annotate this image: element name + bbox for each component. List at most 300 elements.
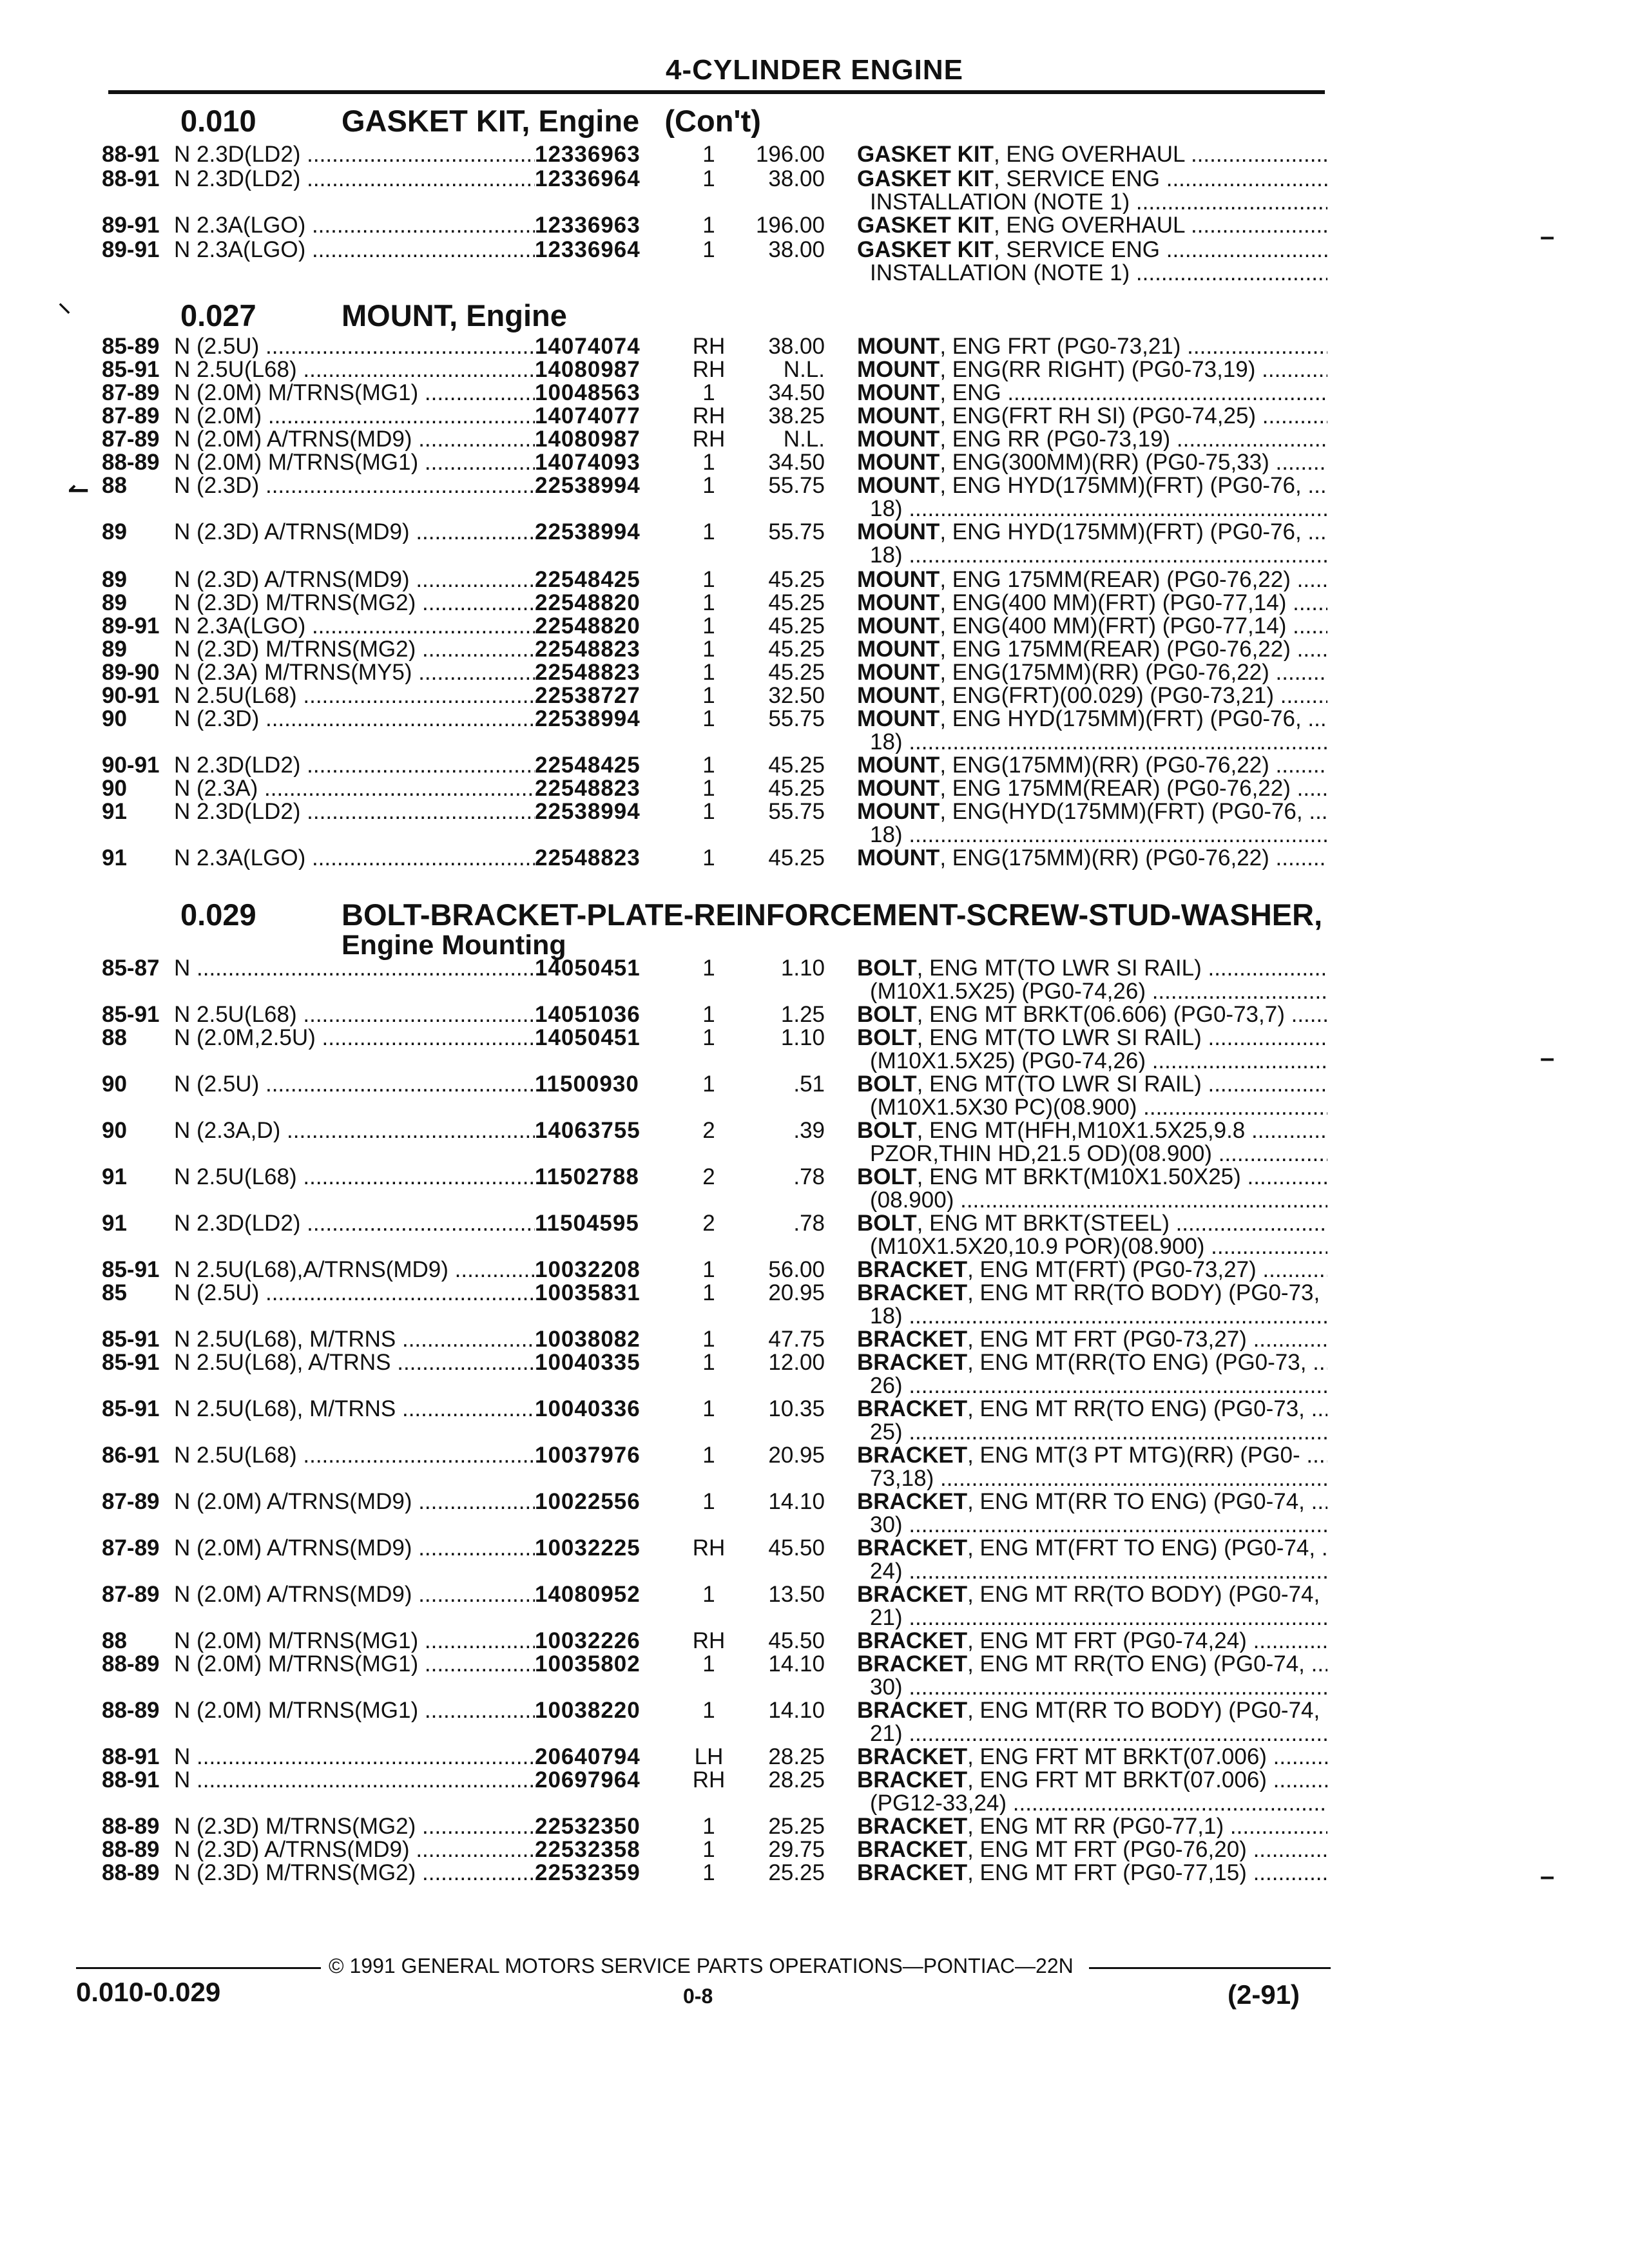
part-number: 22548823 (535, 660, 641, 685)
description-detail: , ENG MT RR(TO BODY) (PG0-73, (967, 1282, 1320, 1305)
application: N 2.3A(LGO) ..... (174, 238, 535, 262)
description (857, 405, 1327, 428)
application: N (2.0M) A/TRNS(MD9) ..... (174, 1537, 535, 1560)
part-number: 14074074 (535, 334, 641, 359)
description-keyword: MOUNT (857, 707, 940, 731)
price: .78 (793, 1211, 825, 1236)
quantity: 1 (702, 213, 715, 238)
description-continuation: INSTALLATION (NOTE 1) ..... (870, 191, 1327, 214)
section-number: 0.027 (180, 298, 256, 332)
description (857, 1328, 1327, 1351)
application: N (2.5U) ..... (174, 1073, 535, 1096)
description (857, 1838, 1327, 1861)
description-keyword: BRACKET (857, 1699, 968, 1722)
description-keyword: MOUNT (857, 847, 940, 870)
model-years: 88-89 (102, 1651, 160, 1677)
description-keyword: BOLT (857, 1119, 917, 1142)
description (857, 168, 1327, 191)
part-number: 14051036 (535, 1002, 641, 1027)
price: 20.95 (768, 1443, 825, 1468)
description-keyword: BRACKET (857, 1537, 968, 1560)
price: 45.25 (768, 845, 825, 870)
part-number: 20640794 (535, 1744, 641, 1769)
model-years: 85 (102, 1280, 127, 1305)
price: 45.25 (768, 613, 825, 639)
quantity: 2 (702, 1211, 715, 1236)
description-detail: , ENG HYD(175MM)(FRT) (PG0-76, (940, 474, 1302, 497)
description (857, 1444, 1327, 1467)
price: 38.00 (768, 166, 825, 191)
model-years: 87-89 (102, 1489, 160, 1514)
description (857, 1699, 1327, 1722)
description-keyword: BOLT (857, 1003, 917, 1026)
description-detail: , ENG MT(HFH,M10X1.5X25,9.8 (916, 1119, 1246, 1142)
description-keyword: BOLT (857, 1026, 917, 1050)
application: N 2.3D(LD2) ..... (174, 143, 535, 166)
model-years: 88-91 (102, 142, 160, 167)
application: N (2.0M) M/TRNS(MG1) ..... (174, 1653, 535, 1676)
quantity: 1 (702, 1280, 715, 1305)
description-keyword: MOUNT (857, 638, 940, 661)
application: N 2.3D(LD2) ..... (174, 754, 535, 777)
quantity: 1 (702, 845, 715, 870)
application: N (2.3D) A/TRNS(MD9) ..... (174, 521, 535, 544)
quantity: 1 (702, 1257, 715, 1282)
application: N (2.0M) A/TRNS(MD9) ..... (174, 1583, 535, 1606)
part-number: 12336964 (535, 237, 641, 262)
description-keyword: MOUNT (857, 684, 940, 707)
part-number: 14050451 (535, 1025, 641, 1050)
price: 45.25 (768, 590, 825, 615)
description-keyword: BRACKET (857, 1653, 968, 1676)
model-years: 90-91 (102, 753, 160, 778)
quantity: 1 (702, 380, 715, 405)
description-detail: , ENG (940, 381, 1001, 405)
quantity: RH (692, 1767, 726, 1792)
description (857, 143, 1327, 166)
description-detail: , ENG MT RR(TO BODY) (PG0-74, (967, 1583, 1320, 1606)
part-number: 14074093 (535, 450, 641, 475)
description-detail: , ENG 175MM(REAR) (PG0-76,22) (940, 568, 1291, 591)
description-keyword: BRACKET (857, 1258, 968, 1282)
price: 12.00 (768, 1350, 825, 1375)
model-years: 87-89 (102, 427, 160, 452)
price: 45.25 (768, 567, 825, 592)
model-years: 88-89 (102, 1837, 160, 1862)
description-continuation: 25) ..... (870, 1421, 1327, 1444)
quantity: RH (692, 403, 726, 428)
description (857, 238, 1327, 262)
description-detail: , ENG 175MM(REAR) (PG0-76,22) (940, 777, 1291, 800)
application: N 2.5U(L68),A/TRNS(MD9) ..... (174, 1258, 535, 1282)
application: N 2.5U(L68) ..... (174, 1003, 535, 1026)
description-keyword: BRACKET (857, 1629, 968, 1653)
description-continuation: 24) ..... (870, 1560, 1327, 1583)
description (857, 638, 1327, 661)
price: 45.50 (768, 1628, 825, 1653)
model-years: 85-91 (102, 1327, 160, 1352)
quantity: 1 (702, 1327, 715, 1352)
model-years: 90-91 (102, 683, 160, 708)
part-number: 14050451 (535, 956, 641, 981)
part-number: 10035831 (535, 1280, 641, 1305)
application: N (2.0M,2.5U) ..... (174, 1026, 535, 1050)
description-keyword: BRACKET (857, 1490, 968, 1514)
description (857, 957, 1327, 980)
price: 34.50 (768, 380, 825, 405)
model-years: 87-89 (102, 403, 160, 428)
description-continuation: 18) ..... (870, 823, 1327, 847)
part-number: 22548425 (535, 753, 641, 778)
model-years: 85-91 (102, 1002, 160, 1027)
price: 1.10 (780, 1025, 825, 1050)
description-detail: , ENG FRT MT BRKT(07.006) (967, 1745, 1267, 1769)
description-detail: , ENG MT RR(TO ENG) (PG0-74, (967, 1653, 1305, 1676)
model-years: 85-91 (102, 1257, 160, 1282)
application: N (2.3D) M/TRNS(MG2) ..... (174, 1815, 535, 1838)
description (857, 335, 1327, 358)
application: N (2.3D) ..... (174, 474, 535, 497)
margin-dash: – (1540, 222, 1555, 251)
description (857, 847, 1327, 870)
description-keyword: BOLT (857, 1166, 917, 1189)
section-number: 0.029 (180, 898, 256, 932)
header-rule (108, 90, 1325, 94)
part-number: 10032225 (535, 1535, 641, 1561)
price: 20.95 (768, 1280, 825, 1305)
application: N 2.3A(LGO) ..... (174, 615, 535, 638)
part-number: 22548823 (535, 637, 641, 662)
description-detail: , SERVICE ENG (993, 168, 1160, 191)
section-title: BOLT-BRACKET-PLATE-REINFORCEMENT-SCREW-STUD-WASHER, (342, 898, 1323, 932)
description (857, 1282, 1327, 1305)
price: 25.25 (768, 1814, 825, 1839)
application: N (2.0M) M/TRNS(MG1) ..... (174, 451, 535, 474)
description-detail: , ENG OVERHAUL (993, 214, 1185, 237)
quantity: RH (692, 357, 726, 382)
price: 56.00 (768, 1257, 825, 1282)
quantity: 1 (702, 776, 715, 801)
application: N 2.5U(L68), M/TRNS ..... (174, 1398, 535, 1421)
model-years: 91 (102, 845, 127, 870)
description (857, 1258, 1327, 1282)
part-number: 10035802 (535, 1651, 641, 1677)
description-detail: , ENG MT BRKT(06.606) (PG0-73,7) (916, 1003, 1285, 1026)
price: N.L. (783, 427, 825, 452)
description-detail: , ENG MT(RR TO ENG) (PG0-74, (967, 1490, 1305, 1514)
footer-copyright: © 1991 GENERAL MOTORS SERVICE PARTS OPERATIONS—PONTIAC—22N (329, 1954, 1074, 1977)
description-detail: , ENG MT(TO LWR SI RAIL) (916, 1073, 1202, 1096)
model-years: 89 (102, 519, 127, 544)
description-keyword: MOUNT (857, 521, 940, 544)
description (857, 1073, 1327, 1096)
description-continuation: 18) ..... (870, 497, 1327, 521)
application: N 2.3D(LD2) ..... (174, 800, 535, 823)
description-detail: , ENG MT FRT (PG0-77,15) (967, 1861, 1247, 1885)
application: N (2.0M) M/TRNS(MG1) ..... (174, 381, 535, 405)
quantity: 1 (702, 1443, 715, 1468)
part-number: 10032208 (535, 1257, 641, 1282)
description-continuation: (PG12-33,24) ..... (870, 1792, 1327, 1815)
part-number: 14080987 (535, 357, 641, 382)
quantity: 1 (702, 1025, 715, 1050)
model-years: 88-89 (102, 1814, 160, 1839)
description (857, 1769, 1327, 1792)
description-detail: , ENG FRT (PG0-73,21) (940, 335, 1181, 358)
part-number: 10040335 (535, 1350, 641, 1375)
model-years: 85-91 (102, 1350, 160, 1375)
model-years: 86-91 (102, 1443, 160, 1468)
description-keyword: BRACKET (857, 1838, 968, 1861)
description-detail: , ENG(175MM)(RR) (PG0-76,22) (940, 754, 1269, 777)
part-number: 10037976 (535, 1443, 641, 1468)
description (857, 754, 1327, 777)
description (857, 707, 1327, 731)
description-continuation: 26) ..... (870, 1374, 1327, 1398)
description-detail: , ENG RR (PG0-73,19) (940, 428, 1171, 451)
quantity: 1 (702, 1582, 715, 1607)
application: N (2.3D) A/TRNS(MD9) ..... (174, 568, 535, 591)
description-keyword: MOUNT (857, 777, 940, 800)
model-years: 90 (102, 1072, 127, 1097)
description (857, 1629, 1327, 1653)
application: N ..... (174, 1769, 535, 1792)
application: N 2.5U(L68) ..... (174, 1166, 535, 1189)
part-number: 22548823 (535, 776, 641, 801)
model-years: 88-91 (102, 1744, 160, 1769)
model-years: 91 (102, 799, 127, 824)
description-keyword: BOLT (857, 1212, 917, 1235)
price: 28.25 (768, 1744, 825, 1769)
price: 196.00 (755, 213, 825, 238)
part-number: 22548425 (535, 567, 641, 592)
quantity: 1 (702, 142, 715, 167)
application: N 2.3A(LGO) ..... (174, 847, 535, 870)
quantity: 1 (702, 1860, 715, 1885)
quantity: 1 (702, 799, 715, 824)
description-keyword: MOUNT (857, 405, 940, 428)
description-detail: , ENG MT(TO LWR SI RAIL) (916, 1026, 1202, 1050)
quantity: 1 (702, 567, 715, 592)
description-detail: , ENG MT(RR(TO ENG) (PG0-73, (967, 1351, 1307, 1374)
part-number: 12336963 (535, 142, 641, 167)
description (857, 800, 1327, 823)
description-detail: , ENG(RR RIGHT) (PG0-73,19) (940, 358, 1256, 381)
quantity: 1 (702, 753, 715, 778)
description (857, 474, 1327, 497)
price: .39 (793, 1118, 825, 1143)
application: N (2.3D) ..... (174, 707, 535, 731)
footer-rule-right (1089, 1967, 1331, 1969)
page-title: 4-CYLINDER ENGINE (666, 54, 963, 86)
part-number: 22538994 (535, 519, 641, 544)
model-years: 87-89 (102, 1535, 160, 1561)
description (857, 1212, 1327, 1235)
description-detail: , ENG(300MM)(RR) (PG0-75,33) (940, 451, 1269, 474)
description-continuation: 18) ..... (870, 731, 1327, 754)
application: N (2.0M) A/TRNS(MD9) ..... (174, 428, 535, 451)
application: N 2.5U(L68) ..... (174, 358, 535, 381)
application: N ..... (174, 1745, 535, 1769)
price: 10.35 (768, 1396, 825, 1421)
model-years: 85-91 (102, 1396, 160, 1421)
description-detail: , ENG(175MM)(RR) (PG0-76,22) (940, 847, 1269, 870)
description-keyword: BRACKET (857, 1745, 968, 1769)
description-detail: , ENG(FRT)(00.029) (PG0-73,21) (940, 684, 1274, 707)
margin-dash: – (1540, 1862, 1555, 1890)
description-detail: , ENG HYD(175MM)(FRT) (PG0-76, (940, 707, 1302, 731)
model-years: 89 (102, 590, 127, 615)
part-number: 22532358 (535, 1837, 641, 1862)
model-years: 85-89 (102, 334, 160, 359)
part-number: 22538994 (535, 473, 641, 498)
model-years: 90 (102, 776, 127, 801)
description-keyword: MOUNT (857, 591, 940, 615)
quantity: 1 (702, 1350, 715, 1375)
application: N (2.3A,D) ..... (174, 1119, 535, 1142)
price: .51 (793, 1072, 825, 1097)
description-keyword: BRACKET (857, 1444, 968, 1467)
part-number: 11502788 (535, 1164, 639, 1189)
quantity: RH (692, 427, 726, 452)
price: 55.75 (768, 519, 825, 544)
description-detail: , ENG MT FRT (PG0-74,24) (967, 1629, 1247, 1653)
description (857, 1537, 1327, 1560)
model-years: 88-91 (102, 1767, 160, 1792)
description (857, 1166, 1327, 1189)
quantity: 1 (702, 683, 715, 708)
model-years: 90 (102, 706, 127, 731)
quantity: 1 (702, 166, 715, 191)
quantity: 1 (702, 637, 715, 662)
margin-mark: ⸜ (58, 289, 71, 317)
description (857, 358, 1327, 381)
quantity: 1 (702, 1489, 715, 1514)
price: .78 (793, 1164, 825, 1189)
description-continuation: (M10X1.5X20,10.9 POR)(08.900) ..... (870, 1235, 1327, 1258)
price: 14.10 (768, 1651, 825, 1677)
price: 38.00 (768, 237, 825, 262)
description-detail: , ENG OVERHAUL (993, 143, 1185, 166)
section-heading-0027 (180, 298, 567, 333)
description-keyword: BRACKET (857, 1769, 968, 1792)
description-continuation: 30) ..... (870, 1676, 1327, 1699)
model-years: 89-90 (102, 660, 160, 685)
quantity: RH (692, 1628, 726, 1653)
description-continuation: 18) ..... (870, 544, 1327, 567)
quantity: 1 (702, 237, 715, 262)
description-keyword: MOUNT (857, 474, 940, 497)
description-keyword: MOUNT (857, 754, 940, 777)
description-detail: , ENG MT RR (PG0-77,1) (967, 1815, 1224, 1838)
part-number: 10038220 (535, 1698, 641, 1723)
model-years: 88 (102, 1025, 127, 1050)
price: 45.25 (768, 776, 825, 801)
price: 45.25 (768, 637, 825, 662)
description-detail: , ENG(HYD(175MM)(FRT) (PG0-76, (940, 800, 1303, 823)
part-number: 22538994 (535, 799, 641, 824)
description (857, 1026, 1327, 1050)
application: N (2.5U) ..... (174, 335, 535, 358)
description-keyword: BRACKET (857, 1815, 968, 1838)
quantity: 1 (702, 590, 715, 615)
description-continuation: (08.900) ..... (870, 1189, 1327, 1212)
quantity: 1 (702, 613, 715, 639)
application: N 2.5U(L68), A/TRNS ..... (174, 1351, 535, 1374)
description-detail: , ENG(400 MM)(FRT) (PG0-77,14) (940, 591, 1287, 615)
description-detail: , ENG MT(3 PT MTG)(RR) (PG0- (967, 1444, 1300, 1467)
part-number: 10048563 (535, 380, 641, 405)
quantity: LH (694, 1744, 724, 1769)
part-number: 10022556 (535, 1489, 641, 1514)
model-years: 89 (102, 637, 127, 662)
description (857, 591, 1327, 615)
section-number: 0.010 (180, 104, 256, 138)
application: N (2.0M) M/TRNS(MG1) ..... (174, 1629, 535, 1653)
model-years: 90 (102, 1118, 127, 1143)
application: N 2.5U(L68) ..... (174, 684, 535, 707)
model-years: 91 (102, 1211, 127, 1236)
description-detail: , ENG MT(TO LWR SI RAIL) (916, 957, 1202, 980)
part-number: 22538994 (535, 706, 641, 731)
description-continuation: 73,18) ..... (870, 1467, 1327, 1490)
model-years: 87-89 (102, 380, 160, 405)
price: 1.10 (780, 956, 825, 981)
description-detail: , ENG MT FRT (PG0-76,20) (967, 1838, 1247, 1861)
price: 25.25 (768, 1860, 825, 1885)
footer-date: (2-91) (1228, 1979, 1300, 2010)
footer-rule-left (76, 1967, 321, 1969)
part-number: 14080952 (535, 1582, 641, 1607)
description (857, 1351, 1327, 1374)
quantity: 1 (702, 706, 715, 731)
model-years: 91 (102, 1164, 127, 1189)
quantity: 1 (702, 473, 715, 498)
application: N (2.0M) A/TRNS(MD9) ..... (174, 1490, 535, 1514)
model-years: 89-91 (102, 613, 160, 639)
description (857, 684, 1327, 707)
description-detail: , ENG 175MM(REAR) (PG0-76,22) (940, 638, 1291, 661)
description (857, 521, 1327, 544)
part-number: 14063755 (535, 1118, 641, 1143)
description-continuation: 21) ..... (870, 1722, 1327, 1745)
part-number: 12336964 (535, 166, 641, 191)
margin-arrow: ↼ (68, 476, 90, 505)
price: 28.25 (768, 1767, 825, 1792)
quantity: 1 (702, 1396, 715, 1421)
description (857, 661, 1327, 684)
price: 34.50 (768, 450, 825, 475)
description-detail: , ENG MT BRKT(M10X1.50X25) (916, 1166, 1241, 1189)
quantity: 1 (702, 1837, 715, 1862)
description-detail: , ENG FRT MT BRKT(07.006) (967, 1769, 1267, 1792)
description (857, 1003, 1327, 1026)
section-subtitle: Engine Mounting (342, 930, 566, 961)
description-detail: , ENG(175MM)(RR) (PG0-76,22) (940, 661, 1269, 684)
part-number: 22548820 (535, 590, 641, 615)
part-number: 22548823 (535, 845, 641, 870)
price: N.L. (783, 357, 825, 382)
part-number: 12336963 (535, 213, 641, 238)
price: 45.50 (768, 1535, 825, 1561)
description-keyword: GASKET KIT (857, 214, 994, 237)
description-detail: , ENG MT FRT (PG0-73,27) (967, 1328, 1247, 1351)
description-detail: , ENG MT(FRT) (PG0-73,27) (967, 1258, 1257, 1282)
price: 32.50 (768, 683, 825, 708)
quantity: 2 (702, 1164, 715, 1189)
price: 196.00 (755, 142, 825, 167)
part-number: 22548820 (535, 613, 641, 639)
